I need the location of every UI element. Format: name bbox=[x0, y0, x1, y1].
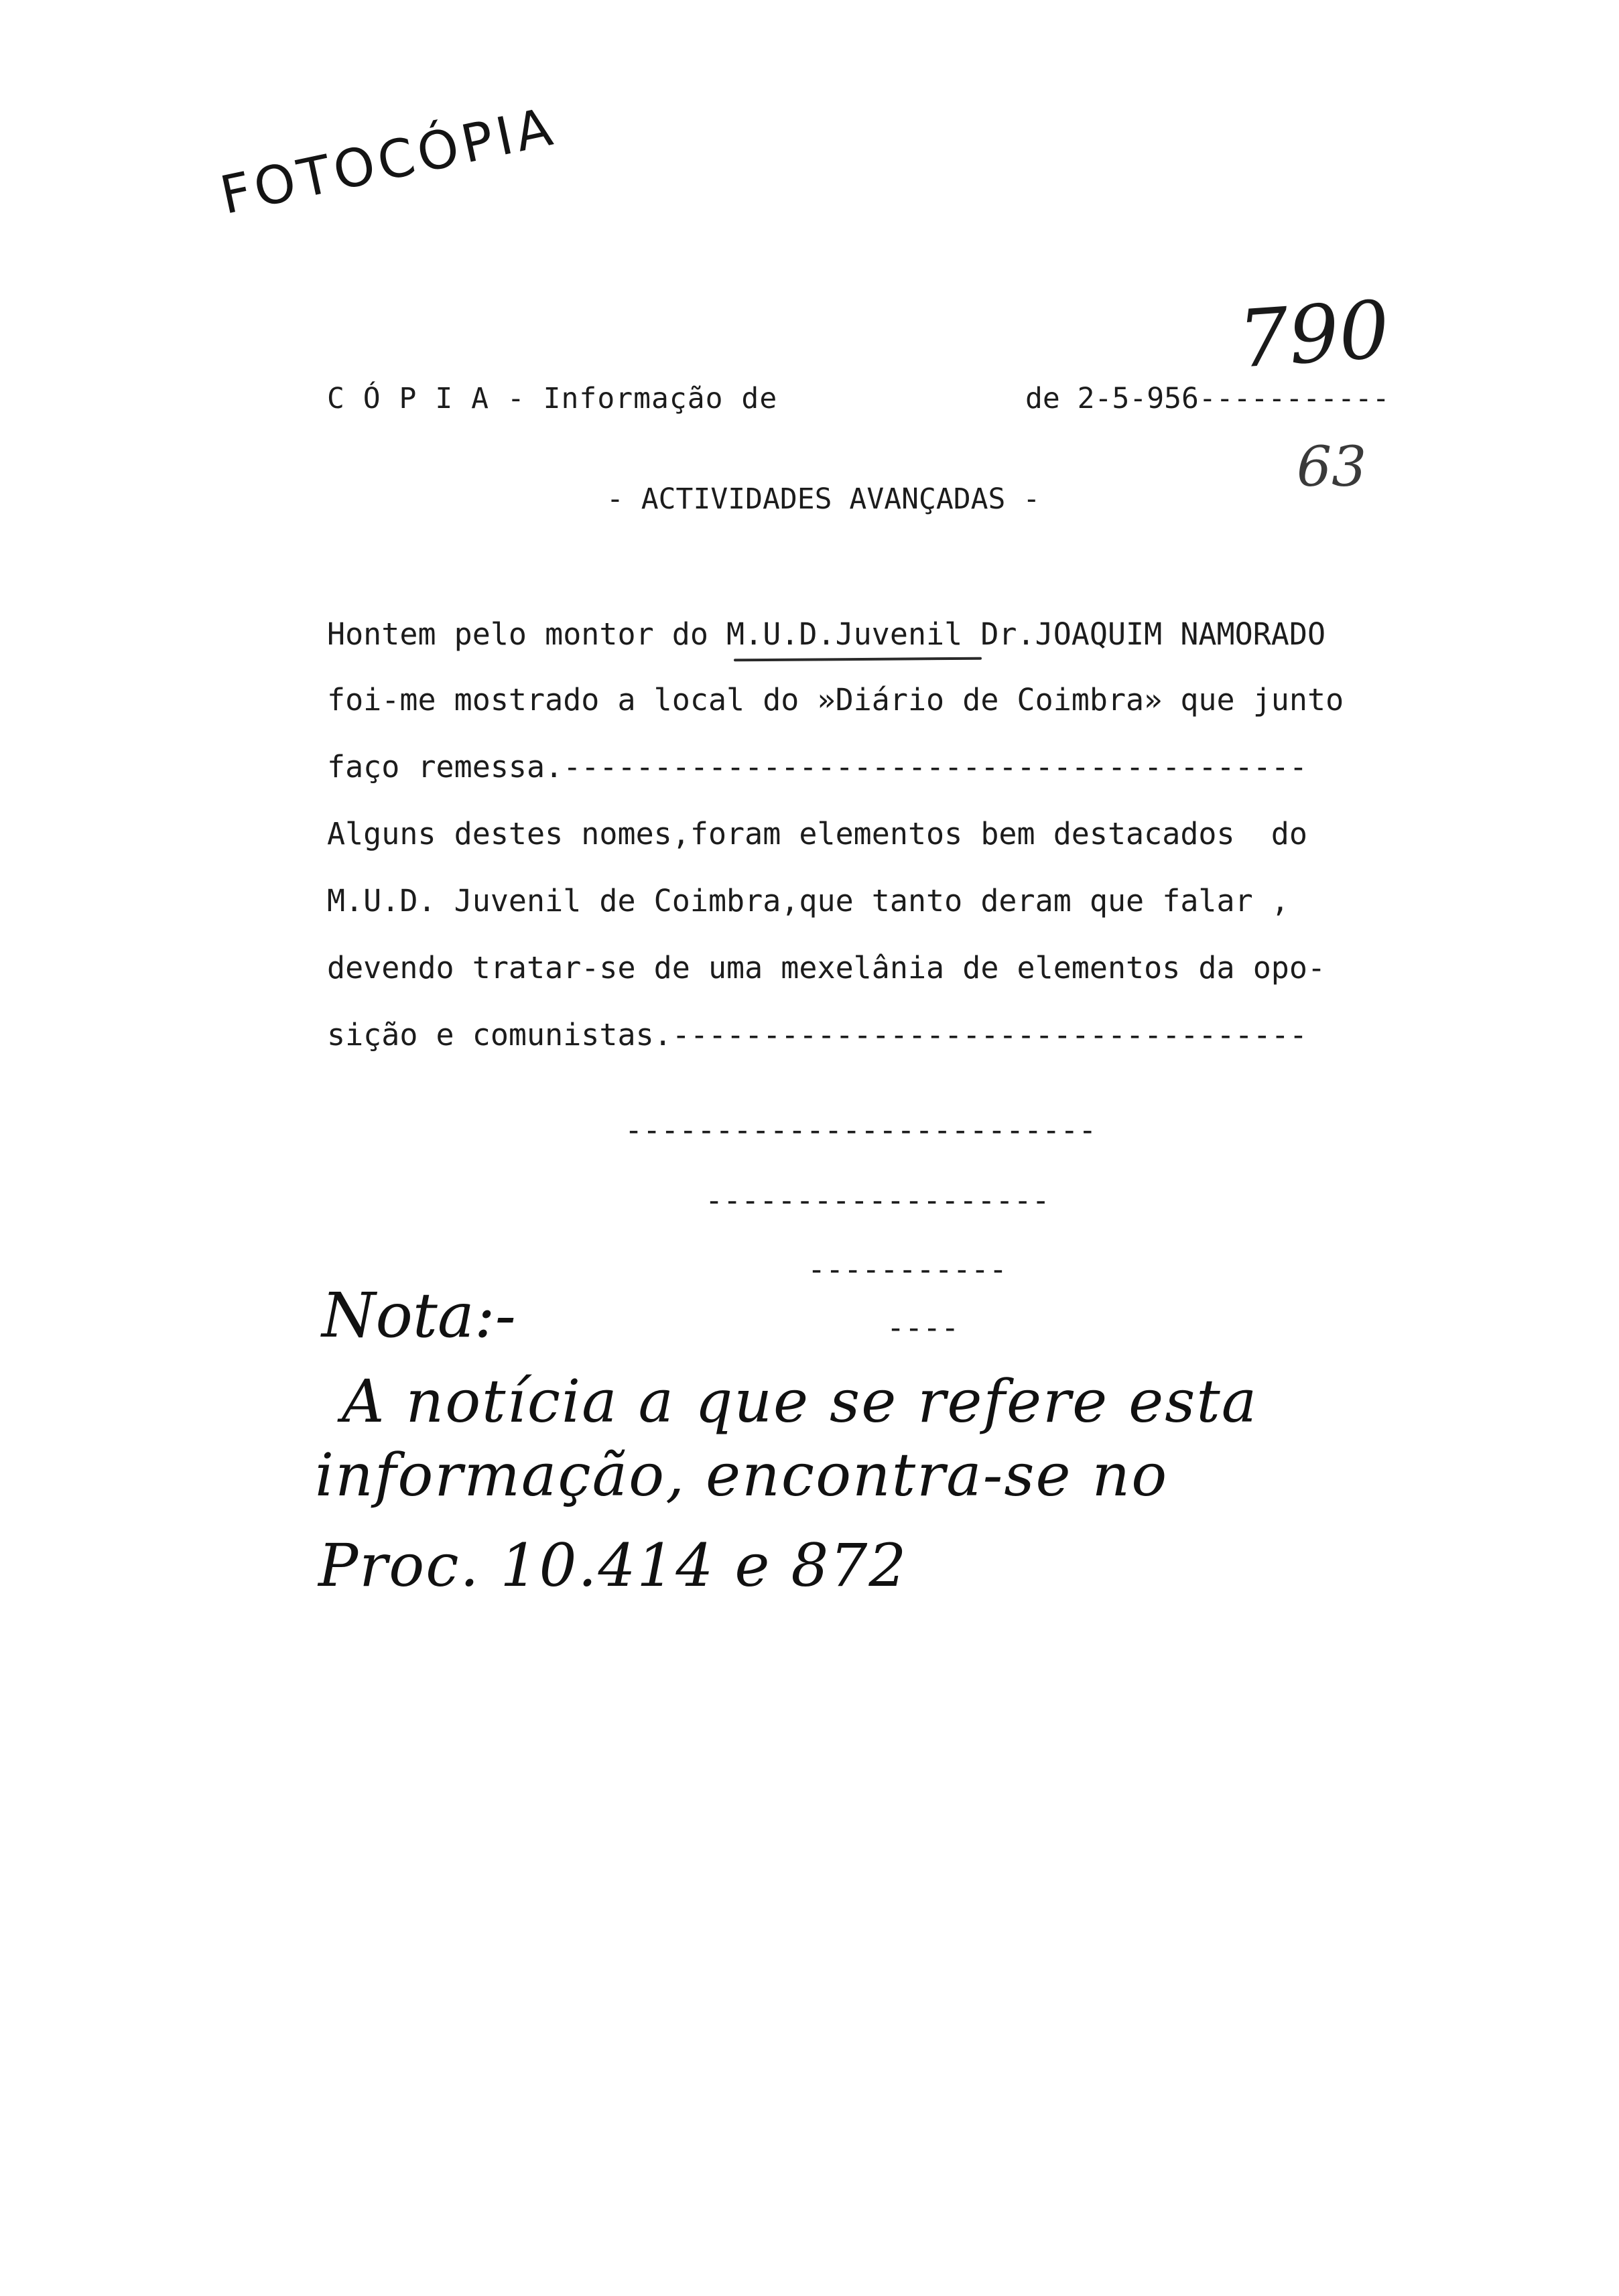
handwritten-page-number: 63 bbox=[1297, 435, 1367, 499]
body-line: sição e comunistas.----------------------------------- bbox=[327, 1017, 1307, 1053]
body-line: devendo tratar-se de uma mexelânia de elementos da opo- bbox=[327, 950, 1326, 986]
photocopy-stamp: FOTOCÓPIA bbox=[215, 96, 562, 226]
handwritten-reference-number: 790 bbox=[1235, 283, 1393, 386]
note-line: informação, encontra-se no bbox=[315, 1440, 1169, 1509]
body-line: M.U.D. Juvenil de Coimbra,que tanto deram que falar , bbox=[327, 883, 1289, 919]
separator-line: -------------------------- bbox=[625, 1112, 1097, 1148]
separator-line: ----------- bbox=[807, 1252, 1008, 1287]
note-label: Nota:- bbox=[322, 1280, 516, 1351]
document-subject: - ACTIVIDADES AVANÇADAS - bbox=[606, 482, 1041, 516]
separator-line: ---- bbox=[887, 1310, 960, 1345]
body-line: Alguns destes nomes,foram elementos bem destacados do bbox=[327, 816, 1307, 852]
body-line: faço remessa.----------------------------------------- bbox=[327, 749, 1307, 785]
note-line: Proc. 10.414 e 872 bbox=[318, 1531, 908, 1600]
copy-heading: C Ó P I A - Informação de bbox=[327, 382, 778, 415]
document-date: de 2-5-956----------- bbox=[1025, 382, 1390, 415]
body-line: foi-me mostrado a local do »Diário de Coimbra» que junto bbox=[327, 682, 1344, 718]
separator-line: ------------------- bbox=[705, 1183, 1050, 1218]
pencil-underline bbox=[734, 657, 982, 662]
body-line: Hontem pelo montor do M.U.D.Juvenil Dr.JOAQUIM NAMORADO bbox=[327, 616, 1326, 652]
note-line: A notícia a que se refere esta bbox=[342, 1367, 1258, 1436]
